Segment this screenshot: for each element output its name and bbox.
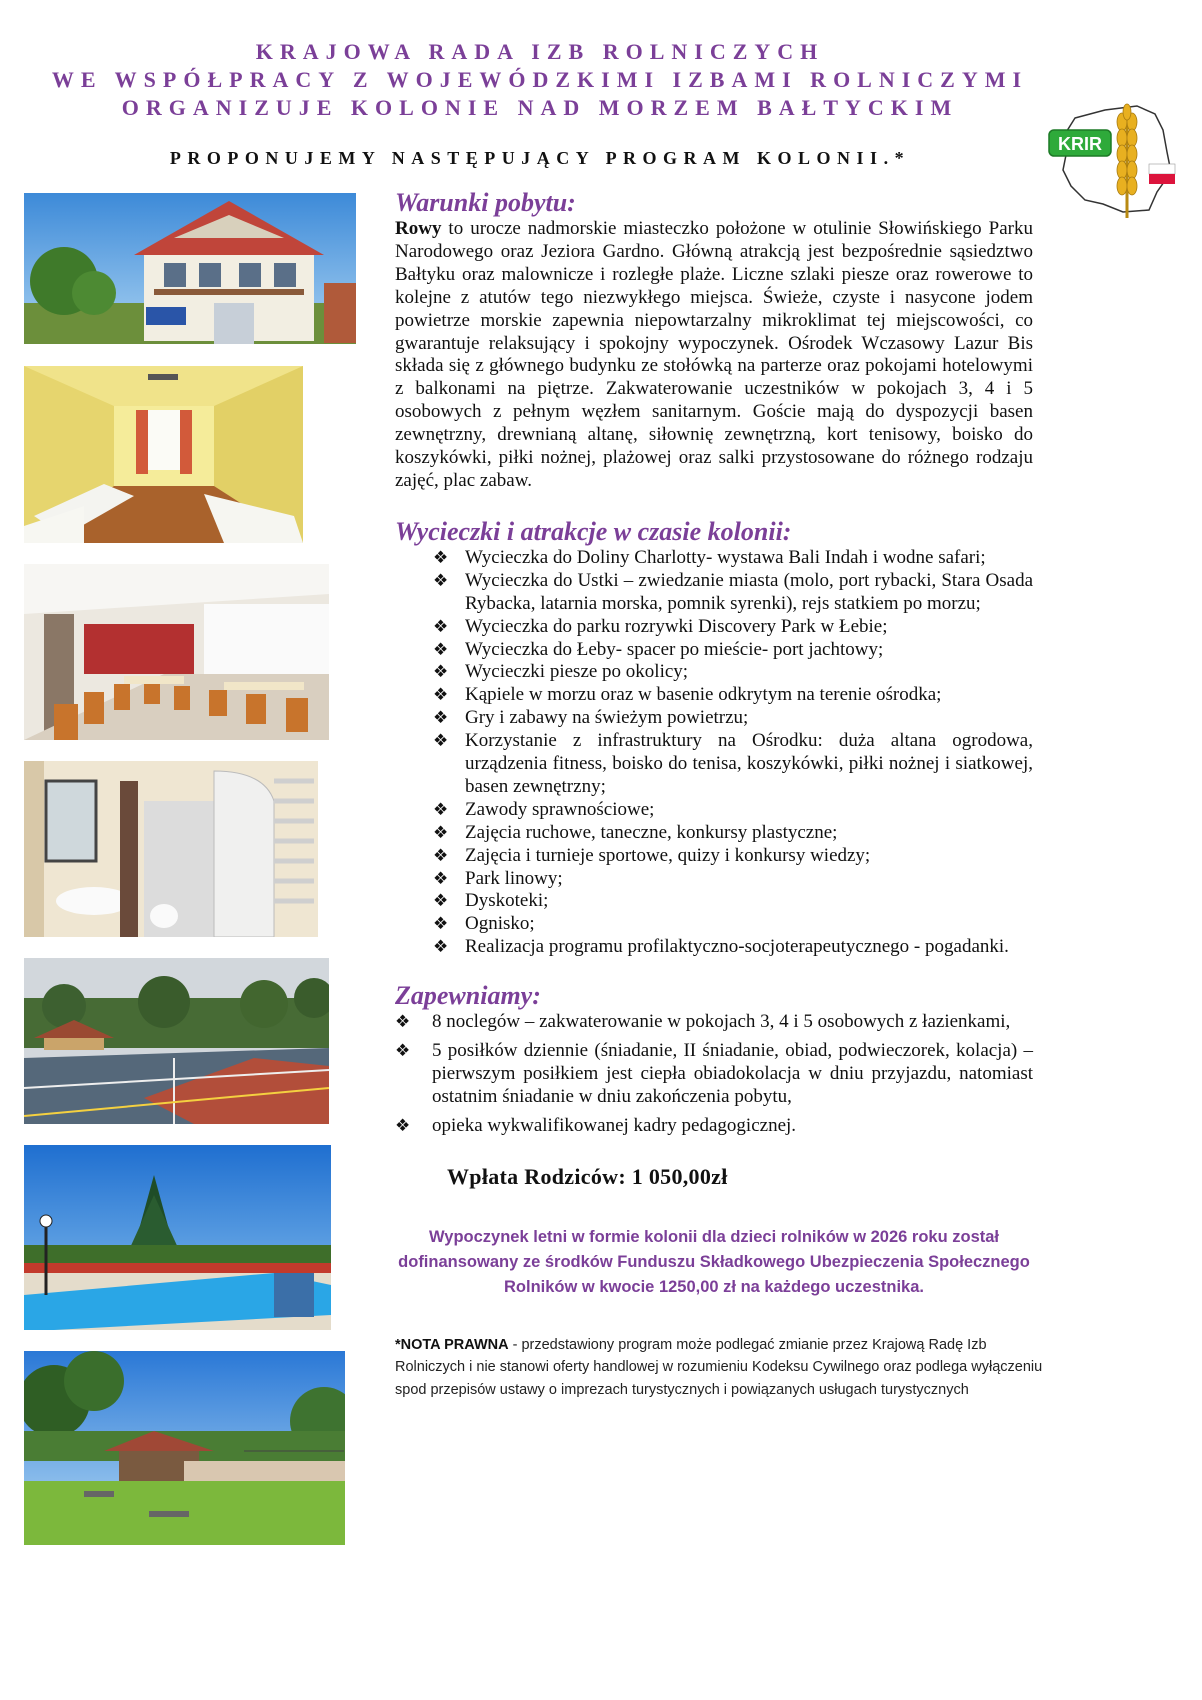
trips-list — [395, 547, 1033, 959]
list-item: ❖ 8 noclegów – zakwaterowanie w pokojach 3, 4 i 5 osobowych z łazienkami, — [395, 1011, 1011, 1033]
legal-note — [395, 1334, 1045, 1402]
header-line-1: KRAJOWA RADA IZB ROLNICZYCH — [255, 39, 825, 64]
diamond-bullet-icon: ❖ — [433, 662, 449, 682]
list-item: ❖ Zajęcia ruchowe, taneczne, konkursy plastyczne; — [433, 821, 838, 843]
provide-title: Zapewniamy: — [395, 981, 541, 1011]
bathroom-photo — [24, 761, 318, 937]
diamond-bullet-icon: ❖ — [433, 547, 449, 567]
list-item: ❖ Wycieczka do Doliny Charlotty- wystawa Bali Indah i wodne safari; — [433, 546, 986, 568]
list-item: ❖ Realizacja programu profilaktyczno-socjoterapeutycznego - pogadanki. — [433, 936, 1009, 958]
sports-court-photo — [24, 958, 329, 1124]
list-item: ❖ Wycieczka do Ustki – zwiedzanie miasta (molo, port rybacki, Stara Osada Rybacka, latarnia morska, pomnik syrenki), rejs statkiem po morzu; — [433, 569, 1033, 614]
diamond-bullet-icon: ❖ — [433, 639, 449, 659]
dining-room-photo — [24, 564, 329, 740]
diamond-bullet-icon: ❖ — [433, 708, 449, 728]
list-item: ❖ Dyskoteki; — [433, 890, 549, 912]
list-item: ❖ Zajęcia i turnieje sportowe, quizy i konkursy wiedzy; — [433, 844, 871, 866]
stay-description — [395, 218, 1033, 493]
provide-list — [395, 1011, 1033, 1138]
diamond-bullet-icon: ❖ — [395, 1041, 411, 1061]
diamond-bullet-icon: ❖ — [395, 1012, 411, 1032]
diamond-bullet-icon: ❖ — [433, 616, 449, 636]
hotel-building-photo — [24, 193, 356, 344]
legal-note-text: - przedstawiony program może podlegać zmianie przez Krajową Radę Izb Rolniczych i nie stanowi oferty handlowej w rozumieniu Kodeksu Cywilnego oraz podlega wyłączeniu spod przepisów ustawy o imprezach turystycznych i powiązanych usługach turystycznych — [395, 1336, 1043, 1398]
main-content — [395, 188, 1043, 1401]
list-item: ❖ Park linowy; — [433, 867, 563, 889]
swimming-pool-photo — [24, 1145, 331, 1330]
list-item: ❖ Zawody sprawnościowe; — [433, 798, 655, 820]
program-subtitle: PROPONUJEMY NASTĘPUJĄCY PROGRAM KOLONII.* — [169, 148, 911, 168]
list-item: ❖ Korzystanie z infrastruktury na Ośrodku: duża altana ogrodowa, urządzenia fitness, boisko do tenisa, koszykówki, piłki nożnej i siatkowej, basen zewnętrzny; — [433, 730, 1033, 797]
list-item: ❖ 5 posiłków dziennie (śniadanie, II śniadanie, obiad, podwieczorek, kolacja) – pierwszym posiłkiem jest ciepła obiadokolacja w dniu przyjazdu, natomiast ostatnim śniadanie w dniu zakończenia pobytu, — [395, 1040, 1033, 1107]
list-item: ❖ Ognisko; — [433, 913, 535, 935]
diamond-bullet-icon: ❖ — [395, 1115, 411, 1135]
diamond-bullet-icon: ❖ — [433, 799, 449, 819]
stay-title: Warunki pobytu: — [395, 188, 576, 217]
header-line-3: ORGANIZUJE KOLONIE NAD MORZEM BAŁTYCKIM — [121, 95, 959, 120]
diamond-bullet-icon: ❖ — [433, 937, 449, 957]
diamond-bullet-icon: ❖ — [433, 685, 449, 705]
header-line-2: WE WSPÓŁPRACY Z WOJEWÓDZKIMI IZBAMI ROLNICZYMI — [51, 67, 1029, 92]
parent-payment: Wpłata Rodziców: 1 050,00zł — [447, 1163, 728, 1189]
diamond-bullet-icon: ❖ — [433, 822, 449, 842]
diamond-bullet-icon: ❖ — [433, 891, 449, 911]
diamond-bullet-icon: ❖ — [433, 868, 449, 888]
garden-gazebo-photo — [24, 1351, 345, 1545]
header — [0, 38, 1080, 122]
list-item: ❖ Wycieczki piesze po okolicy; — [433, 661, 689, 683]
trips-title: Wycieczki i atrakcje w czasie kolonii: — [395, 516, 792, 546]
hotel-room-photo — [24, 366, 303, 543]
polish-flag-icon — [1149, 164, 1175, 184]
stay-lead: Rowy — [395, 218, 442, 239]
list-item: ❖ Wycieczka do parku rozrywki Discovery Park w Łebie; — [433, 615, 888, 637]
stay-body: to urocze nadmorskie miasteczko położone w otulinie Słowińskiego Parku Narodowego oraz Jeziora Gardno. Główną atrakcją jest bezpośrednie sąsiedztwo Bałtyku oraz malownicze i rozległe plaże. Liczne szlaki piesze oraz rowerowe to kolejne z atutów tego niezwykłego miejsca. Świeże, czyste i nasycone jodem powietrze morskie zapewnia niepowtarzalny mikroklimat tej miejscowości, co gwarantuje relaksujący i spokojny wypoczynek. Ośrodek Wczasowy Lazur Bis składa się z głównego budynku ze stołówką na parterze oraz pokojami hotelowymi z balkonami na piętrze. Zakwaterowanie uczestników w pokojach 3, 4 i 5 osobowych z pełnym węzłem sanitarnym. Goście mają do dyspozycji basen zewnętrzny, drewnianą altanę, siłownię zewnętrzną, kort tenisowy, boisko do koszykówki, piłki nożnej, plażowej oraz salki przystosowane do różnego rodzaju zajęć, plac zabaw. — [395, 218, 1033, 491]
list-item: ❖ Kąpiele w morzu oraz w basenie odkrytym na terenie ośrodka; — [433, 684, 942, 706]
list-item: ❖ Gry i zabawy na świeżym powietrzu; — [433, 707, 749, 729]
legal-note-label: *NOTA PRAWNA — [395, 1336, 509, 1353]
funding-notice: Wypoczynek letni w formie kolonii dla dzieci rolników w 2026 roku został dofinansowany ze środków Funduszu Składkowego Ubezpieczenia Społecznego Rolników w kwocie 1250,00 zł na każdego uczestnika. — [398, 1227, 1030, 1296]
krir-logo — [1045, 100, 1185, 230]
list-item: ❖ Wycieczka do Łeby- spacer po mieście- port jachtowy; — [433, 638, 884, 660]
diamond-bullet-icon: ❖ — [433, 570, 449, 590]
diamond-bullet-icon: ❖ — [433, 731, 449, 751]
diamond-bullet-icon: ❖ — [433, 914, 449, 934]
logo-text: KRIR — [1058, 134, 1102, 154]
list-item: ❖ opieka wykwalifikowanej kadry pedagogicznej. — [395, 1114, 797, 1136]
diamond-bullet-icon: ❖ — [433, 845, 449, 865]
